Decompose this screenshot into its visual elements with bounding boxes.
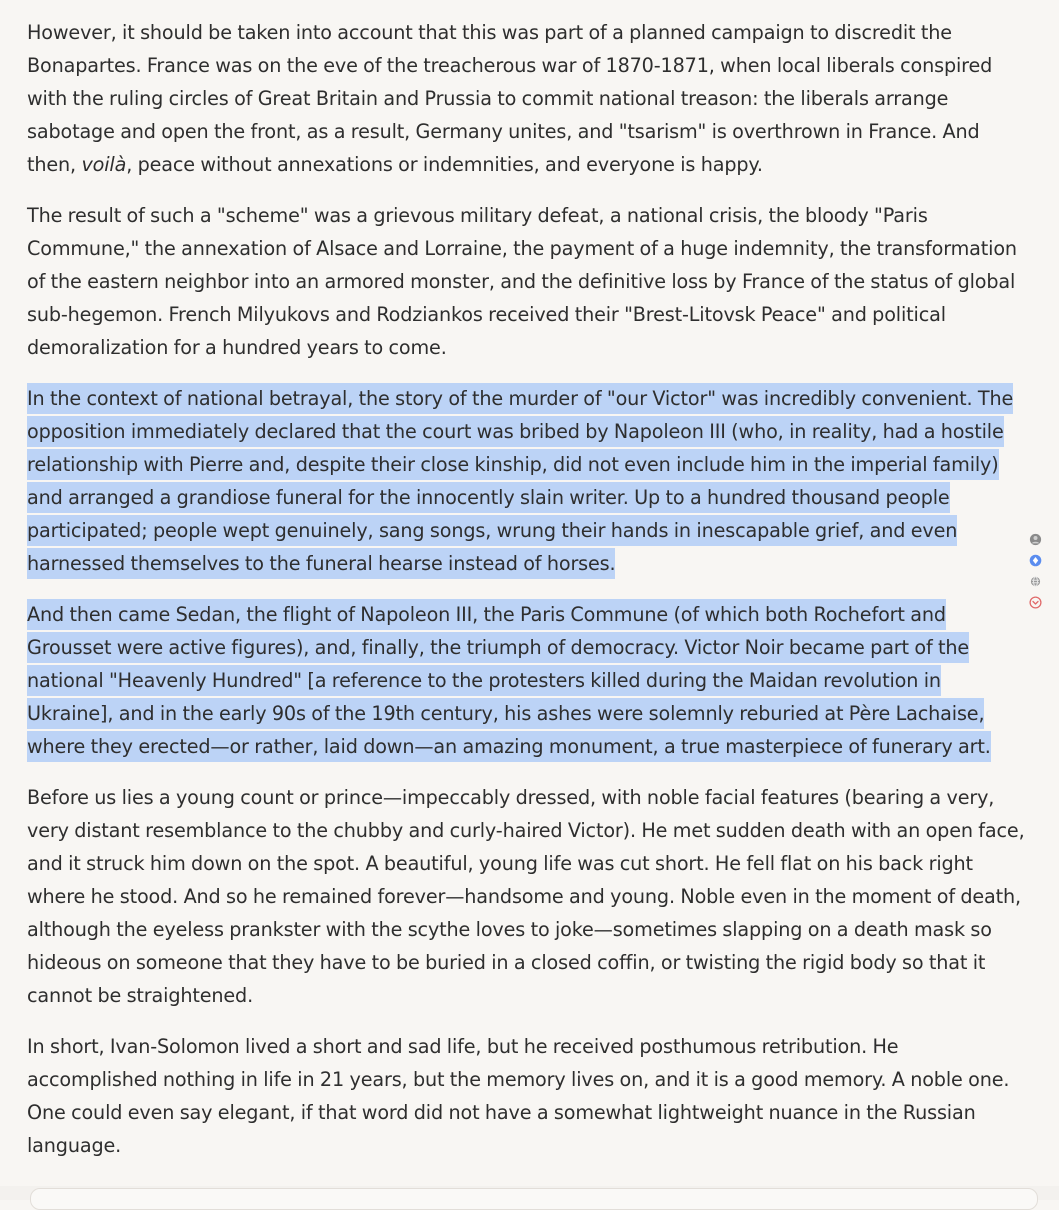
side-toolbar <box>1028 531 1042 607</box>
paragraph-3[interactable] <box>27 382 1032 580</box>
selected-text-paragraph-4[interactable]: And then came Sedan, the flight of Napoleon III, the Paris Commune (of which both Rochefort and Grousset were active figures), and, finally, the triumph of democracy. Victor Noir became part of the national "Heavenly Hundred" [a reference to the protesters killed during the Maidan revolution in Ukraine], and in the early 90s of the 19th century, his ashes were solemnly reburied at Père Lachaise, where they erected—or rather, laid down—an amazing monument, a true masterpiece of funerary art. <box>27 599 991 762</box>
paragraph-4[interactable] <box>27 598 1032 763</box>
message-input[interactable] <box>30 1188 1038 1210</box>
avatar-icon[interactable] <box>1029 531 1042 544</box>
paragraph-2: The result of such a "scheme" was a grievous military defeat, a national crisis, the bloody "Paris Commune," the annexation of Alsace and Lorraine, the payment of a huge indemnity, the transformation of the eastern neighbor into an armored monster, and the definitive loss by France of the status of global sub-hegemon. French Milyukovs and Rodziankos received their "Brest-Litovsk Peace" and political demoralization for a hundred years to come. <box>27 204 1017 359</box>
globe-icon[interactable] <box>1029 573 1042 586</box>
navigate-icon[interactable] <box>1029 552 1042 565</box>
article-body <box>27 16 1032 1180</box>
selected-text-paragraph-3[interactable]: In the context of national betrayal, the story of the murder of "our Victor" was incredibly convenient. The opposition immediately declared that the court was bribed by Napoleon III (who, in reality, had a hostile relationship with Pierre and, despite their close kinship, did not even include him in the imperial family) and arranged a grandiose funeral for the innocently slain writer. Up to a hundred thousand people participated; people wept genuinely, sang songs, wrung their hands in inescapable grief, and even harnessed themselves to the funeral hearse instead of horses. <box>27 383 1013 579</box>
paragraph-1-text-b: , peace without annexations or indemnities, and everyone is happy. <box>126 153 763 176</box>
paragraph-6: In short, Ivan-Solomon lived a short and sad life, but he received posthumous retribution. He accomplished nothing in life in 21 years, but the memory lives on, and it is a good memory. A noble one. One could even say elegant, if that word did not have a somewhat lightweight nuance in the Russian language. <box>27 1035 1010 1157</box>
expand-icon[interactable] <box>1029 594 1042 607</box>
paragraph-1-text-a: However, it should be taken into account that this was part of a planned campaign to discredit the Bonapartes. France was on the eve of the treacherous war of 1870-1871, when local liberals conspired with the ruling circles of Great Britain and Prussia to commit national treason: the liberals arrange sabotage and open the front, as a result, Germany unites, and "tsarism" is overthrown in France. And then, <box>27 21 993 176</box>
paragraph-5: Before us lies a young count or prince—impeccably dressed, with noble facial features (bearing a very, very distant resemblance to the chubby and curly-haired Victor). He met sudden death with an open face, and it struck him down on the spot. A beautiful, young life was cut short. He fell flat on his back right where he stood. And so he remained forever—handsome and young. Noble even in the moment of death, although the eyeless prankster with the scythe loves to joke—sometimes slapping on a death mask so hideous on someone that they have to be buried in a closed coffin, or twisting the rigid body so that it cannot be straightened. <box>27 786 1025 1007</box>
paragraph-1 <box>27 16 1032 181</box>
paragraph-1-italic: voilà <box>81 153 127 176</box>
